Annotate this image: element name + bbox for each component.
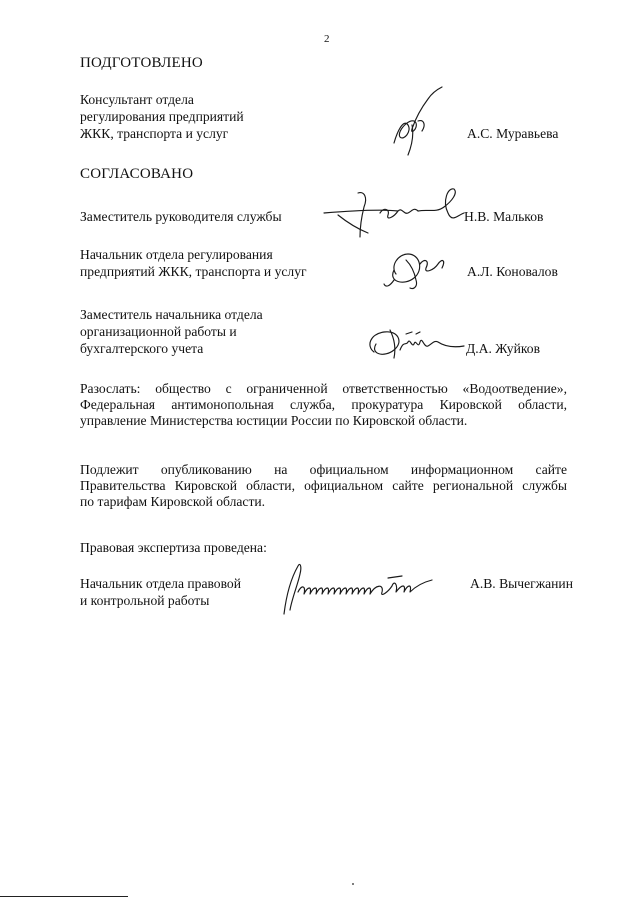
title-line: Заместитель начальника отдела <box>80 307 263 322</box>
signature-malkov <box>318 183 468 245</box>
title-line: и контрольной работы <box>80 593 210 608</box>
signature-vychegzhanin <box>276 558 438 618</box>
title-line: бухгалтерского учета <box>80 341 204 356</box>
paragraph-line: по тарифам Кировской области. <box>80 494 266 509</box>
signer-name-malkov: Н.В. Мальков <box>464 209 544 224</box>
scan-speck <box>352 883 354 885</box>
signature-konovalov <box>380 240 452 292</box>
signer-title-malkov: Заместитель руководителя службы <box>80 209 282 224</box>
paragraph-line: Разослать: общество с ограниченной ответственностью «Водоотведение», <box>80 381 567 396</box>
prepared-signer-name: А.С. Муравьева <box>467 126 559 141</box>
distribution-paragraph <box>80 381 567 429</box>
title-line: предприятий ЖКК, транспорта и услуг <box>80 264 307 279</box>
title-line: Начальник отдела регулирования <box>80 247 273 262</box>
page-number: 2 <box>324 33 330 45</box>
publication-paragraph <box>80 462 567 510</box>
prepared-heading: ПОДГОТОВЛЕНО <box>80 55 203 71</box>
signer-name-zhuykov: Д.А. Жуйков <box>466 341 541 356</box>
legal-review-signer-name: А.В. Вычегжанин <box>470 576 573 591</box>
paragraph-line: Подлежит опубликованию на официальном информационном сайте <box>80 462 567 477</box>
title-line: организационной работы и <box>80 324 237 339</box>
footer-rule <box>0 896 128 897</box>
paragraph-line: управление Министерства юстиции России по Кировской области. <box>80 413 468 428</box>
paragraph-line: Федеральная антимонопольная служба, прокуратура Кировской области, <box>80 397 567 412</box>
paragraph-line: Правительства Кировской области, официальном сайте региональной службы <box>80 478 567 493</box>
signature-zhuykov <box>360 320 472 366</box>
signature-muravyeva <box>382 85 452 157</box>
signer-name-konovalov: А.Л. Коновалов <box>467 264 558 279</box>
title-line: Начальник отдела правовой <box>80 576 242 591</box>
legal-review-statement: Правовая экспертиза проведена: <box>80 540 267 555</box>
title-line: Консультант отдела <box>80 92 194 107</box>
title-line: ЖКК, транспорта и услуг <box>80 126 229 141</box>
title-line: регулирования предприятий <box>80 109 244 124</box>
agreed-heading: СОГЛАСОВАНО <box>80 166 194 182</box>
